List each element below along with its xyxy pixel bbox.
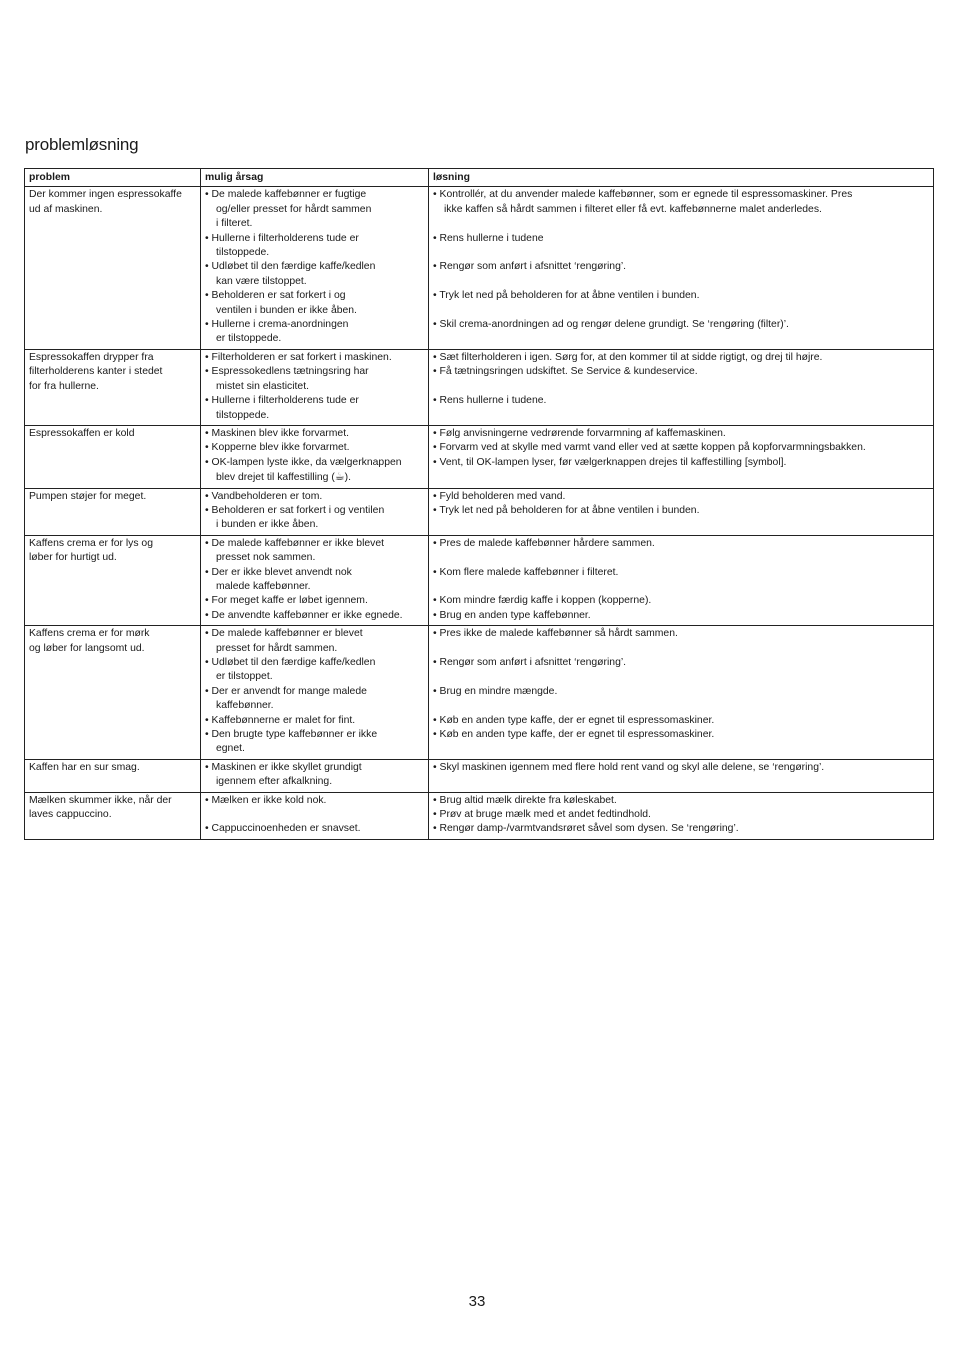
cause-line: • Beholderen er sat forkert i og	[205, 290, 346, 302]
cell-problem	[25, 759, 201, 792]
cell-cause	[201, 187, 429, 349]
cause-line: • De malede kaffebønner er ikke blevet	[205, 537, 385, 549]
cause-line: • Kaffebønnerne er malet for fint.	[205, 714, 356, 726]
problem-line: Espressokaffen drypper fra	[29, 351, 154, 363]
cause-line: • For meget kaffe er løbet igennem.	[205, 595, 368, 607]
cell-problem	[25, 187, 201, 349]
cause-line: • De malede kaffebønner er blevet	[205, 628, 363, 640]
solution-line	[433, 275, 929, 289]
cause-line: presset nok sammen.	[216, 552, 316, 564]
solution-line: • Fyld beholderen med vand.	[433, 490, 566, 502]
cell-cause	[201, 759, 429, 792]
table-row	[25, 488, 934, 535]
problem-line: og løber for langsomt ud.	[29, 642, 145, 654]
cell-solution	[429, 626, 934, 760]
cell-solution	[429, 759, 934, 792]
solution-line: • Rengør som anført i afsnittet ‘rengøring’.	[433, 261, 627, 273]
cause-line: malede kaffebønner.	[216, 580, 311, 592]
cause-line: tilstoppede.	[216, 247, 270, 259]
solution-line: • Køb en anden type kaffe, der er egnet til espressomaskiner.	[433, 714, 715, 726]
cell-solution	[429, 535, 934, 625]
solution-line: • Kom mindre færdig kaffe i koppen (kopperne).	[433, 595, 652, 607]
cell-problem	[25, 792, 201, 839]
solution-line: • Forvarm ved at skylle med varmt vand eller ved at sætte koppen på kopforvarmningsbakken.	[433, 442, 866, 454]
problem-line: Der kommer ingen espressokaffe	[29, 189, 182, 201]
column-header-solution: løsning	[429, 169, 934, 187]
cell-cause	[201, 488, 429, 535]
table-header-row	[25, 169, 934, 187]
cause-line: • Hullerne i crema-anordningen	[205, 319, 349, 331]
solution-line: • Prøv at bruge mælk med et andet fedtindhold.	[433, 809, 651, 821]
cause-line: blev drejet til kaffestilling (☕).	[216, 471, 352, 484]
cell-problem	[25, 488, 201, 535]
solution-line	[433, 670, 929, 684]
cause-line: kaffebønner.	[216, 700, 274, 712]
solution-line: • Tryk let ned på beholderen for at åbne ventilen i bunden.	[433, 504, 700, 516]
troubleshooting-table	[24, 168, 934, 840]
cell-cause	[201, 349, 429, 425]
cause-line: • Hullerne i filterholderens tude er	[205, 232, 359, 244]
table-row	[25, 535, 934, 625]
page-title: problemløsning	[25, 135, 139, 155]
solution-line: • Brug altid mælk direkte fra køleskabet.	[433, 794, 617, 806]
solution-line	[433, 246, 929, 260]
solution-line: • Følg anvisningerne vedrørende forvarmning af kaffemaskinen.	[433, 427, 726, 439]
solution-line: • Rens hullerne i tudene	[433, 232, 544, 244]
solution-line	[433, 642, 929, 656]
table-row	[25, 349, 934, 425]
cause-line: • Mælken er ikke kold nok.	[205, 794, 327, 806]
cause-line: i bunden er ikke åben.	[216, 519, 319, 531]
cause-line: og/eller presset for hårdt sammen	[216, 203, 372, 215]
problem-line: filterholderens kanter i stedet	[29, 366, 163, 378]
problem-line: Mælken skummer ikke, når der	[29, 794, 172, 806]
cause-line: kan være tilstoppet.	[216, 275, 307, 287]
cause-line: er tilstoppet.	[216, 671, 273, 683]
solution-line: • Sæt filterholderen i igen. Sørg for, at den kommer til at sidde rigtigt, og drej til højre.	[433, 351, 823, 363]
solution-line: ikke kaffen så hårdt sammen i filteret eller få evt. kaffebønnerne malet anderledes.	[444, 203, 822, 215]
cell-cause	[201, 535, 429, 625]
solution-line: • Skil crema-anordningen ad og rengør delene grundigt. Se ‘rengøring (filter)’.	[433, 319, 789, 330]
cause-line: • Der er ikke blevet anvendt nok	[205, 566, 352, 578]
column-header-problem: problem	[25, 169, 201, 187]
solution-line: • Tryk let ned på beholderen for at åbne ventilen i bunden.	[433, 290, 700, 302]
cause-line: i filteret.	[216, 218, 253, 230]
cause-line: presset for hårdt sammen.	[216, 642, 338, 654]
cell-cause	[201, 626, 429, 760]
cell-problem	[25, 425, 201, 488]
cause-line: • Filterholderen er sat forkert i maskinen.	[205, 351, 392, 363]
problem-line: ud af maskinen.	[29, 203, 103, 215]
solution-line: • Køb en anden type kaffe, der er egnet til espressomaskiner.	[433, 728, 715, 740]
symbol-suffix: ).	[344, 472, 352, 484]
cause-line	[205, 808, 424, 822]
cell-solution	[429, 425, 934, 488]
problem-line: Pumpen støjer for meget.	[29, 490, 147, 502]
cause-line: er tilstoppede.	[216, 333, 282, 345]
table-row	[25, 187, 934, 349]
solution-line	[433, 580, 929, 594]
table-row	[25, 759, 934, 792]
solution-line	[433, 551, 929, 565]
solution-line: • Vent, til OK-lampen lyser, før vælgerknappen drejes til kaffestilling [symbol].	[433, 456, 787, 468]
cause-line: • Maskinen blev ikke forvarmet.	[205, 427, 349, 439]
cause-line: • Cappuccinoenheden er snavset.	[205, 823, 361, 835]
cause-line: • Den brugte type kaffebønner er ikke	[205, 729, 378, 741]
table-row	[25, 626, 934, 760]
cause-line: • Kopperne blev ikke forvarmet.	[205, 442, 350, 454]
cell-cause	[201, 425, 429, 488]
solution-line: • Kom flere malede kaffebønner i filteret.	[433, 566, 619, 578]
cell-problem	[25, 535, 201, 625]
cause-line: • De malede kaffebønner er fugtige	[205, 189, 367, 201]
solution-line	[433, 380, 929, 394]
solution-line: • Pres de malede kaffebønner hårdere sammen.	[433, 537, 655, 549]
solution-line: • Rengør damp-/varmtvandsrøret såvel som dysen. Se ‘rengøring’.	[433, 823, 739, 835]
cause-line: • Udløbet til den færdige kaffe/kedlen	[205, 261, 376, 273]
solution-line: • Rengør som anført i afsnittet ‘rengøring’.	[433, 656, 627, 668]
cell-problem	[25, 349, 201, 425]
problem-line: Kaffens crema er for mørk	[29, 628, 150, 640]
solution-line: • Brug en mindre mængde.	[433, 685, 558, 697]
cause-line: • Der er anvendt for mange malede	[205, 685, 367, 697]
cell-solution	[429, 187, 934, 349]
cause-line: igennem efter afkalkning.	[216, 776, 333, 788]
problem-line: Espressokaffen er kold	[29, 427, 135, 439]
problem-line: laves cappuccino.	[29, 809, 112, 821]
cause-line: • Beholderen er sat forkert i og ventilen	[205, 504, 385, 516]
cause-line: • Maskinen er ikke skyllet grundigt	[205, 761, 362, 773]
solution-line: • Rens hullerne i tudene.	[433, 395, 547, 407]
table-row	[25, 425, 934, 488]
problem-line: for fra hullerne.	[29, 380, 99, 392]
cause-line: tilstoppede.	[216, 409, 270, 421]
solution-line: • Skyl maskinen igennem med flere hold rent vand og skyl alle delene, se ‘rengøring’.	[433, 761, 825, 773]
cause-line: mistet sin elasticitet.	[216, 380, 309, 392]
page-number: 33	[468, 1293, 486, 1310]
problem-line: Kaffens crema er for lys og	[29, 537, 153, 549]
cause-line: • Vandbeholderen er tom.	[205, 490, 323, 502]
cell-solution	[429, 349, 934, 425]
solution-line: • Pres ikke de malede kaffebønner så hårdt sammen.	[433, 628, 678, 640]
cause-line: egnet.	[216, 743, 245, 755]
solution-line: • Brug en anden type kaffebønner.	[433, 609, 591, 621]
cause-line: • Hullerne i filterholderens tude er	[205, 395, 359, 407]
solution-line	[433, 304, 929, 318]
cell-problem	[25, 626, 201, 760]
solution-line	[433, 217, 929, 231]
table-row	[25, 792, 934, 839]
cause-line: • De anvendte kaffebønner er ikke egnede.	[205, 609, 403, 621]
solution-line: • Kontrollér, at du anvender malede kaffebønner, som er egnede til espressomaskiner. Pres	[433, 189, 853, 201]
problem-line: Kaffen har en sur smag.	[29, 761, 140, 773]
solution-line	[433, 699, 929, 713]
solution-line: • Få tætningsringen udskiftet. Se Service & kundeservice.	[433, 366, 698, 378]
cell-solution	[429, 488, 934, 535]
cause-line: • Espressokedlens tætningsring har	[205, 366, 369, 378]
cause-line: • Udløbet til den færdige kaffe/kedlen	[205, 657, 376, 668]
cause-line: • OK-lampen lyste ikke, da vælgerknappen	[205, 456, 402, 468]
coffee-cup-icon: ☕	[334, 471, 345, 484]
cell-solution	[429, 792, 934, 839]
cause-line: ventilen i bunden er ikke åben.	[216, 304, 357, 316]
column-header-cause: mulig årsag	[201, 169, 429, 187]
cell-cause	[201, 792, 429, 839]
problem-line: løber for hurtigt ud.	[29, 552, 117, 564]
